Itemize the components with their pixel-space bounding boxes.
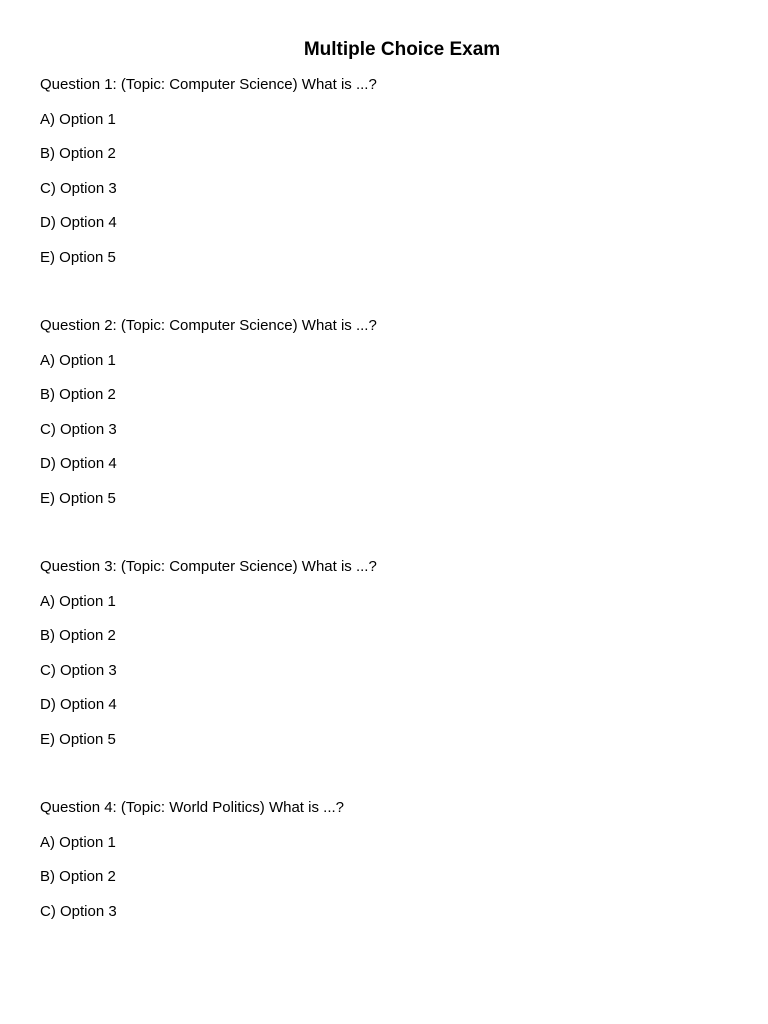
question-4 xyxy=(40,798,740,922)
question-2 xyxy=(40,316,740,509)
option-a: A) Option 1 xyxy=(40,833,116,851)
question-3 xyxy=(40,557,740,750)
option-e: E) Option 5 xyxy=(40,248,116,266)
option-e: E) Option 5 xyxy=(40,730,116,748)
option-b: B) Option 2 xyxy=(40,868,116,885)
option-d: D) Option 4 xyxy=(40,455,117,472)
question-1 xyxy=(40,75,740,268)
option-d: D) Option 4 xyxy=(40,696,117,713)
question-text: Question 1: (Topic: Computer Science) What is ...? xyxy=(40,76,377,93)
page-title: Multiple Choice Exam xyxy=(303,39,501,60)
question-text: Question 4: (Topic: World Politics) What is ...? xyxy=(40,799,344,816)
option-e: E) Option 5 xyxy=(40,489,116,507)
question-text: Question 2: (Topic: Computer Science) What is ...? xyxy=(40,317,377,334)
option-a: A) Option 1 xyxy=(40,351,116,369)
option-b: B) Option 2 xyxy=(40,145,116,162)
option-b: B) Option 2 xyxy=(40,386,116,403)
option-c: C) Option 3 xyxy=(40,420,117,438)
option-c: C) Option 3 xyxy=(40,179,117,197)
question-text: Question 3: (Topic: Computer Science) What is ...? xyxy=(40,558,377,575)
option-c: C) Option 3 xyxy=(40,661,117,679)
option-d: D) Option 4 xyxy=(40,214,117,231)
option-c: C) Option 3 xyxy=(40,902,117,920)
option-a: A) Option 1 xyxy=(40,592,116,610)
option-b: B) Option 2 xyxy=(40,627,116,644)
option-a: A) Option 1 xyxy=(40,110,116,128)
